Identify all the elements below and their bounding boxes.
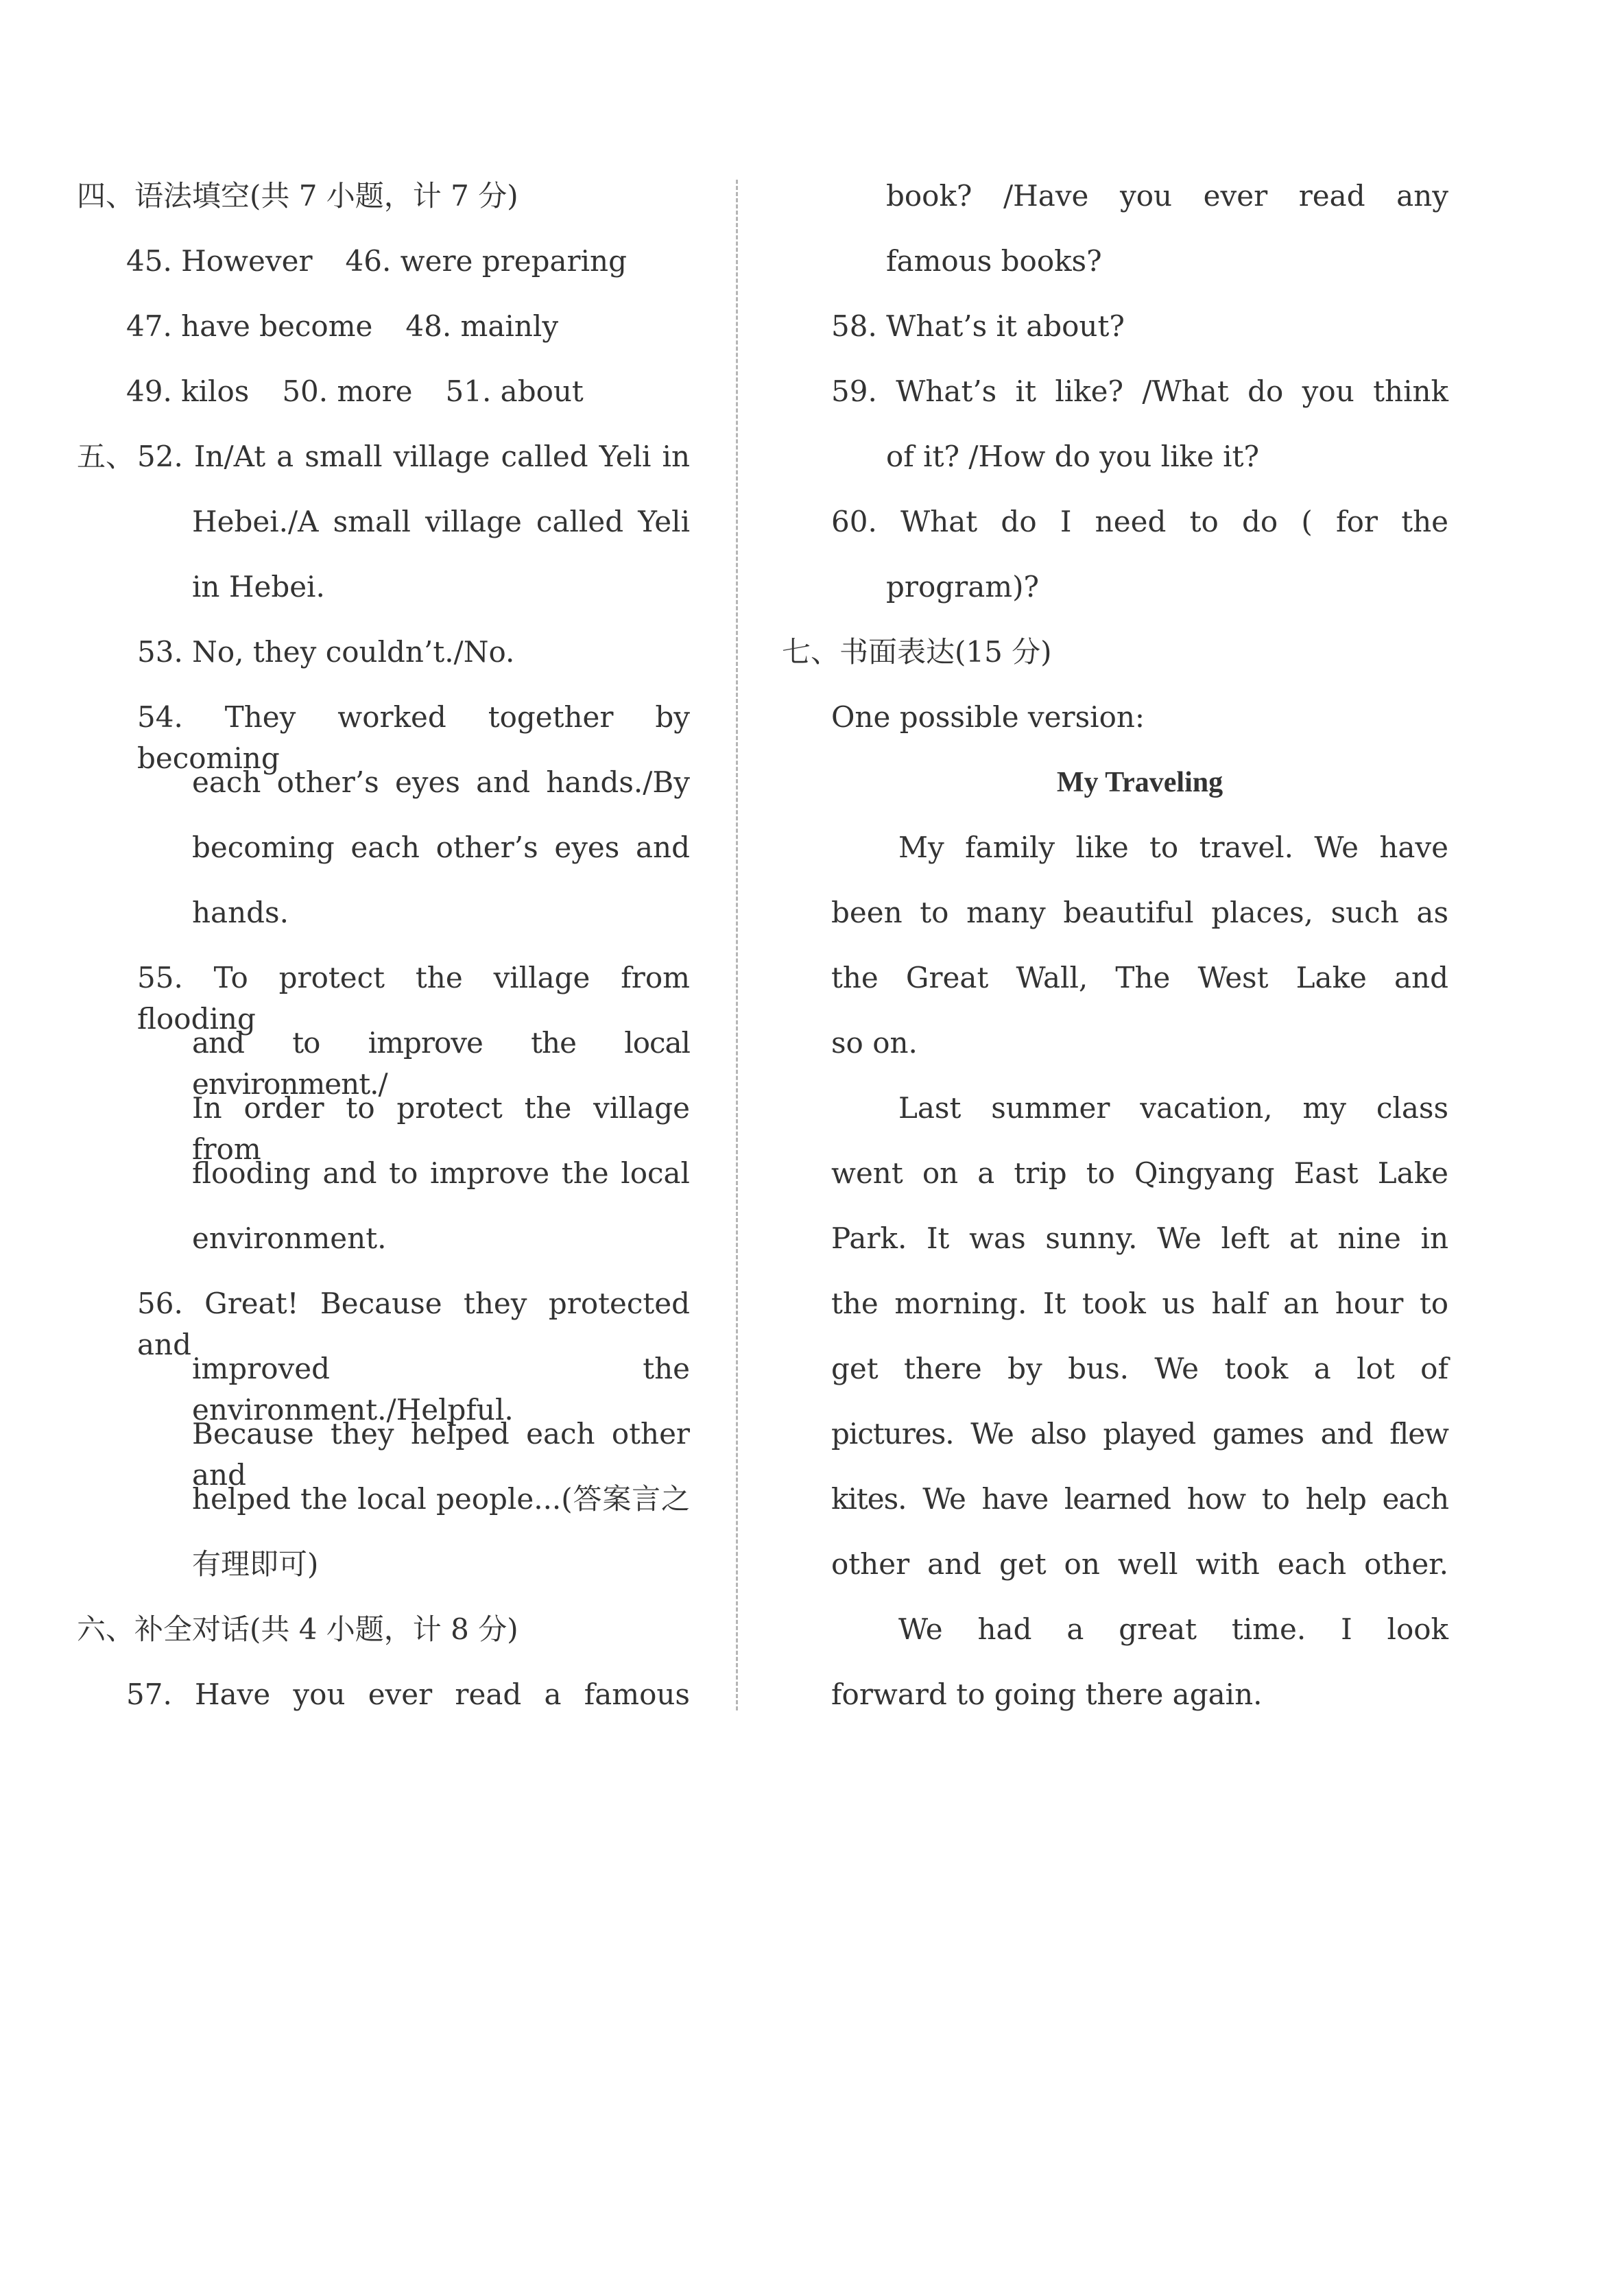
answer-53: 53. No, they couldn’t./No. <box>137 635 515 669</box>
essay-line-5: Last summer vacation, my class <box>898 1091 1448 1125</box>
answer-55-line-3: In order to protect the village from <box>192 1091 690 1166</box>
answer-55-line-2: and to improve the local environment./ <box>192 1026 690 1101</box>
grammar-row-1 <box>126 241 627 282</box>
answer-59-line-2: of it? /How do you like it? <box>886 440 1260 473</box>
answer-46: 46. were preparing <box>345 244 627 278</box>
answer-56-line-4: helped the local people...(答案言之 <box>192 1482 690 1516</box>
essay-line-10: pictures. We also played games and flew <box>831 1417 1448 1451</box>
essay-line-4: so on. <box>831 1026 918 1060</box>
essay-line-8: the morning. It took us half an hour to <box>831 1287 1448 1320</box>
answer-55-line-1: 55. To protect the village from flooding <box>137 961 690 1036</box>
section-4-heading: 四、语法填空(共 7 小题，计 7 分) <box>77 179 518 213</box>
column-divider <box>736 180 738 1710</box>
answer-48: 48. mainly <box>405 309 559 343</box>
essay-line-12: other and get on well with each other. <box>831 1547 1448 1581</box>
answer-51: 51. about <box>445 374 584 408</box>
answer-56-line-3: Because they helped each other and <box>192 1417 690 1492</box>
grammar-row-3 <box>126 371 584 412</box>
essay-title: My Traveling <box>1056 767 1223 798</box>
essay-line-6: went on a trip to Qingyang East Lake <box>831 1156 1448 1190</box>
answer-60-line-2: program)? <box>886 570 1039 604</box>
essay-line-1: My family like to travel. We have <box>898 831 1448 864</box>
writing-intro: One possible version: <box>831 700 1145 734</box>
section-5-prefix: 五、 <box>77 440 135 473</box>
answer-47: 47. have become <box>126 309 373 343</box>
essay-line-7: Park. It was sunny. We left at nine in <box>831 1221 1448 1255</box>
answer-55-line-4: flooding and to improve the local <box>192 1156 690 1190</box>
answer-59-line-1: 59. What’s it like? /What do you think <box>831 374 1448 408</box>
answer-54-line-2: each other’s eyes and hands./By <box>192 765 690 799</box>
answer-52-line-3: in Hebei. <box>192 570 325 604</box>
answer-56-line-1: 56. Great! Because they protected and <box>137 1287 690 1361</box>
grammar-row-2 <box>126 306 558 347</box>
answer-55-line-5: environment. <box>192 1221 387 1255</box>
answer-49: 49. kilos <box>126 374 250 408</box>
answer-52-line-1: 52. In/At a small village called Yeli in <box>137 440 690 473</box>
essay-line-11: kites. We have learned how to help each <box>831 1482 1448 1516</box>
answer-58: 58. What’s it about? <box>831 309 1125 343</box>
answer-50: 50. more <box>282 374 413 408</box>
answer-56-line-2: improved the environment./Helpful. <box>192 1352 690 1427</box>
answer-54-line-4: hands. <box>192 896 289 929</box>
answer-52-line-2: Hebei./A small village called Yeli <box>192 505 690 538</box>
answer-54-line-3: becoming each other’s eyes and <box>192 831 690 864</box>
essay-line-9: get there by bus. We took a lot of <box>831 1352 1448 1385</box>
section-7-heading: 七、书面表达(15 分) <box>782 635 1052 669</box>
answer-57-line-1: 57. Have you ever read a famous <box>126 1678 690 1711</box>
answer-45: 45. However <box>126 244 313 278</box>
answer-60-line-1: 60. What do I need to do ( for the <box>831 505 1448 538</box>
answer-54-line-1: 54. They worked together by becoming <box>137 700 690 775</box>
essay-line-14: forward to going there again. <box>831 1678 1263 1711</box>
essay-line-2: been to many beautiful places, such as <box>831 896 1448 929</box>
answer-56-line-5: 有理即可) <box>192 1547 319 1581</box>
essay-line-13: We had a great time. I look <box>898 1612 1448 1646</box>
essay-line-3: the Great Wall, The West Lake and <box>831 961 1448 994</box>
answer-57-line-2: book? /Have you ever read any <box>886 179 1448 213</box>
section-6-heading: 六、补全对话(共 4 小题，计 8 分) <box>77 1612 518 1646</box>
answer-57-line-3: famous books? <box>886 244 1102 278</box>
